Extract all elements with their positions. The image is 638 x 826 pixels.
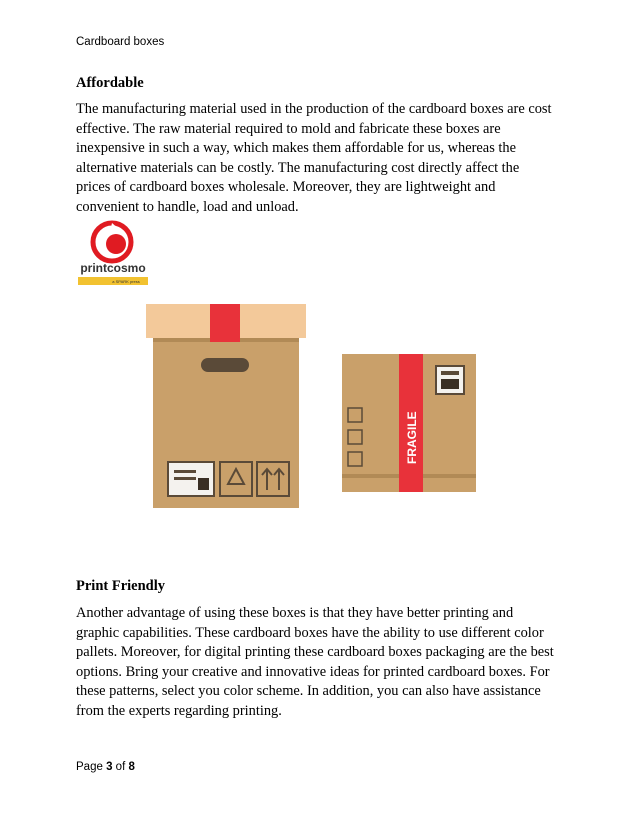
cardboard-boxes-illustration xyxy=(146,304,486,510)
box-handle xyxy=(201,358,249,372)
small-box xyxy=(342,354,476,492)
page-total: 8 xyxy=(128,761,135,773)
section-heading-print-friendly: Print Friendly xyxy=(76,578,166,594)
tape xyxy=(210,304,240,342)
page-header: Cardboard boxes xyxy=(76,36,165,48)
page-footer xyxy=(76,761,135,773)
logo-dot-icon xyxy=(106,234,126,254)
section-body-affordable: The manufacturing material used in the production of the cardboard boxes are cost effective. The raw material required to mold and fabricate these boxes are inexpensive in such a way, which makes them affordable for us, whereas the alternative materials can be costly. The manufacturing cost directly affect the prices of cardboard boxes wholesale. Moreover, they are lightweight and convenient to handle, load and unload. xyxy=(76,101,552,215)
large-box xyxy=(146,304,306,508)
fragile-text: FRAGILE xyxy=(405,411,419,464)
section-body-print-friendly: Another advantage of using these boxes is that they have better printing and graphic capabilities. These cardboard boxes have the ability to use different color pallets. Moreover, for digital printing these cardboard boxes packaging are the best options. Bring your creative and innovative ideas for printed cardboard boxes. For these patterns, select you color scheme. In addition, you can also have assistance from the experts regarding printing. xyxy=(76,605,554,719)
of-label: of xyxy=(115,761,126,773)
logo-tagline: a SPARK press xyxy=(112,279,140,284)
printcosmo-logo xyxy=(76,220,150,288)
page-number: 3 xyxy=(106,761,113,773)
logo-name: printcosmo xyxy=(80,261,146,275)
section-heading-affordable: Affordable xyxy=(76,75,144,91)
page-label: Page xyxy=(76,761,103,773)
